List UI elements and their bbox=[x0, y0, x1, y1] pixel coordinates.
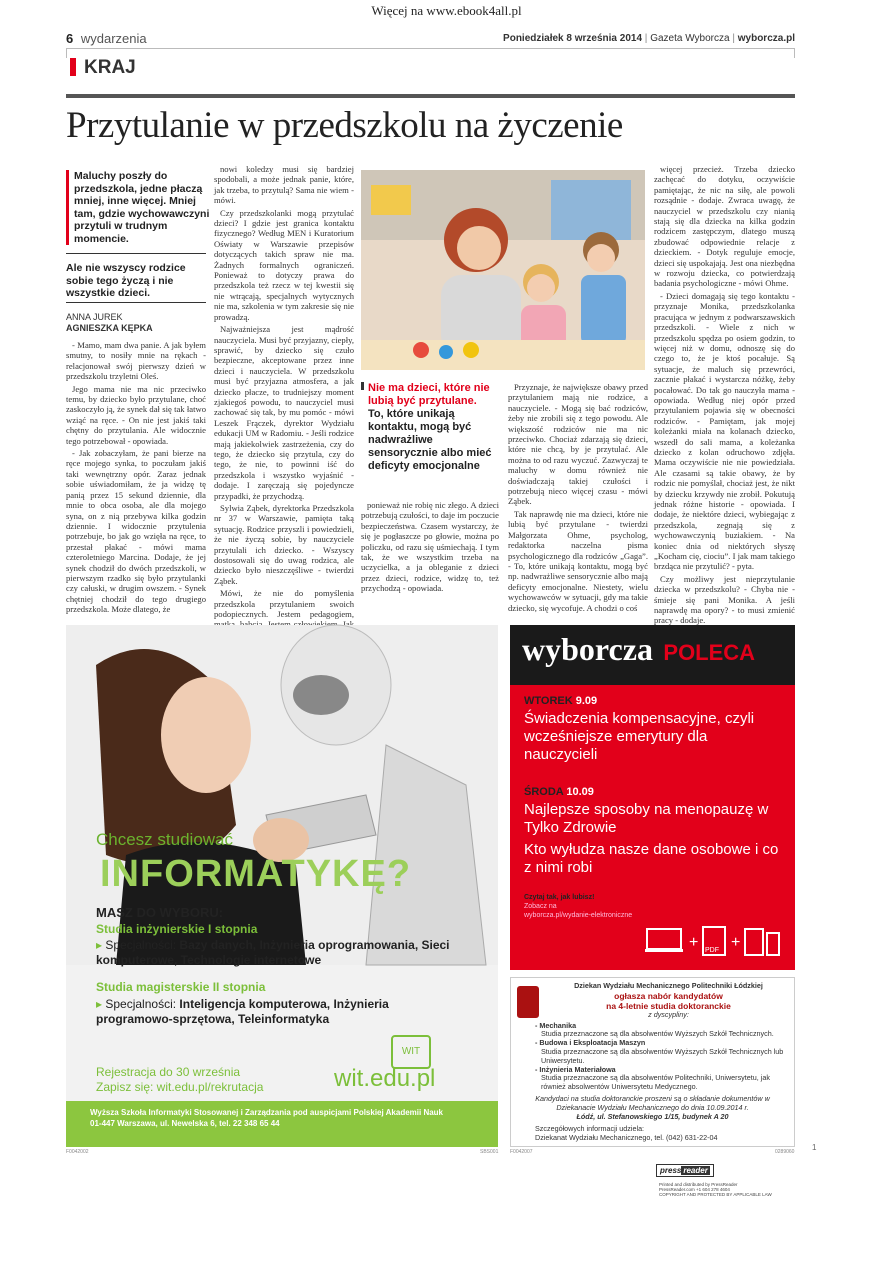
author: AGNIESZKA KĘPKA bbox=[66, 323, 153, 333]
byline bbox=[66, 312, 153, 334]
ad-day-1: WTOREK 9.09 bbox=[524, 695, 598, 707]
notice-line-2: ogłasza nabór kandydatów bbox=[614, 990, 723, 1001]
ad-read-note: Czytaj tak, jak lubisz! Zobacz na wyborcza.pl/wydanie-elektroniczne bbox=[524, 894, 633, 919]
banner[interactable]: Więcej na www.ebook4all.pl bbox=[371, 3, 522, 18]
ad-spec-2 bbox=[96, 997, 396, 1027]
paragraph: Sylwia Ząbek, dyrektorka Przedszkola nr 37 w Warszawie, pamięta taką sytuację. Rodzice przyszli i powiedzieli, że nie życzą sobie, by nauczyciele przytulali ich dziecko. - Wszyscy dostosowali się do uwag rodzica, ale dziecko było nieszczęśliwe - twierdzi Ząbek. bbox=[214, 503, 354, 586]
notice-line-3: na 4-letnie studia doktoranckie bbox=[606, 1000, 731, 1011]
section-rule bbox=[66, 94, 795, 98]
ad-url[interactable]: wit.edu.pl bbox=[334, 1065, 436, 1092]
brand-poleca: POLECA bbox=[663, 640, 756, 665]
quote-mark bbox=[361, 382, 364, 390]
page-header-left bbox=[66, 31, 147, 46]
page-number: 6 bbox=[66, 31, 74, 46]
pdf-label: PDF bbox=[705, 947, 719, 954]
paragraph: Najważniejsza jest mądrość nauczyciela. Musi być przyjazny, ciepły, sprawić, by dziecko się czuło bezpieczne, akceptowane przez inne dzieci i nauczyciela. W przedszkolu musi być przyjazna atmosfera, a jak dziecko płacze, to trudniejszy moment zjakiegoś powodu, to nauczyciel musi zachować się tak, by mu pomóc - mówi Leszek Frączek, dyrektor Wydziału edukacji UM w Radomiu. - Jeśli rodzice mają jakiekolwiek zastrzeżenia, czy do tego, że dziecko się przytula, czy do tego, że nie, to powinni iść do przedszkola i wszystko wyjaśnić - dodaje. I zaręczają się pojedyncze przypadki, że przychodzą. bbox=[214, 324, 354, 501]
notice-item: - Budowa i Eksploatacja Maszyn Studia przeznaczone są dla absolwentów Wyższych Szkół Technicznych lub Uniwersytetu. bbox=[535, 1038, 784, 1065]
wyborcza-poleca-ad[interactable] bbox=[510, 625, 795, 970]
lead-divider bbox=[66, 253, 206, 254]
issue-date: Poniedziałek 8 września 2014 bbox=[503, 33, 643, 44]
paragraph: więcej przecież. Trzeba dziecko zachęcać do dotyku, oczywiście pamiętając, że nic na siłę, ale powoli rozsądnie - dodaje. Zwraca uwagę, że nauczyciel w przedszkolu czy nianią stają się dla dziecka na kilka godzin rodzicem zastępczym, dlatego muszą zbudować odpowiednie relacje z dzieckiem. - Dotyk reguluje emocje, dzieci się uspokajają. Jest ona niezbędna w rozwoju dziecka, co potwierdzają badania psychologiczne - mówi Ohme. bbox=[654, 164, 795, 289]
bullet-icon: ▸ bbox=[96, 938, 106, 952]
ad-title-2: INFORMATYKĘ? bbox=[100, 853, 412, 895]
brand-name: wyborcza bbox=[522, 631, 653, 667]
article-column-3 bbox=[361, 500, 499, 615]
paper-name: Gazeta Wyborcza bbox=[650, 33, 730, 44]
lead-divider bbox=[66, 302, 206, 303]
ad-code: SBS001 bbox=[480, 1149, 499, 1155]
ad-footer-band bbox=[66, 1101, 498, 1147]
article-column-5 bbox=[654, 164, 795, 626]
header-divider bbox=[66, 48, 795, 49]
ad-spec-1 bbox=[96, 938, 466, 968]
notice-item: - Mechanika Studia przeznaczone są dla absolwentów Wyższych Szkół Technicznych. bbox=[535, 1020, 774, 1039]
ad-item-3: Kto wyłudza nasze dane osobowe i co z nimi robi bbox=[524, 841, 779, 876]
spec-label: Specjalności: bbox=[105, 997, 177, 1011]
section-marker bbox=[70, 58, 76, 76]
ad-item-1: Świadczenia kompensacyjne, czyli wcześniejsze emerytury dla nauczycieli bbox=[524, 710, 755, 763]
page-indicator: 1 bbox=[812, 1143, 817, 1152]
tick bbox=[794, 48, 795, 58]
notice-line-4: z dyscypliny: bbox=[648, 1009, 689, 1019]
ad-item-2: Najlepsze sposoby na menopauzę w Tylko Zdrowie bbox=[524, 801, 769, 836]
pressreader-logo: press reader bbox=[656, 1164, 714, 1177]
article-column-1 bbox=[66, 340, 206, 615]
svg-text:+: + bbox=[689, 934, 699, 951]
paragraph: Czy przedszkolanki mogą przytulać dzieci? I gdzie jest granica kontaktu fizycznego? Według MEN i Kuratorium Oświaty w Warszawie przepisów dotyczących takich spraw nie ma. Żadnych formalnych ograniczeń. Ponieważ to dotyczy prawa do przedszkola też rzecz w tej kwestii się nie wtrącają, specjalnych wytycznych nie ma, szkolenia w tym zakresie się nie prowadzą. bbox=[214, 207, 354, 322]
ad-footer-address: 01-447 Warszawa, ul. Newelska 6, tel. 22 348 65 44 bbox=[90, 1119, 280, 1128]
notice-item: - Inżynieria Materiałowa Studia przeznaczone są dla absolwentów Politechniki, Uniwersytetu, jak również absolwentów Uniwersytetu Medycznego. bbox=[535, 1064, 770, 1092]
ad-choose: MASZ DO WYBORU: bbox=[96, 905, 224, 920]
page-header-right: Poniedziałek 8 września 2014 | Gazeta Wyborcza | wyborcza.pl bbox=[503, 33, 795, 44]
ad-footer-name: Wyższa Szkoła Informatyki Stosowanej i Zarządzania pod auspicjami Polskiej Akademii Nauk bbox=[90, 1108, 443, 1117]
section-label: KRAJ bbox=[84, 57, 136, 78]
paragraph: - Jak zobaczyłam, że pani bierze na ręce mojego synka, to poczułam jakiś taki wewnętrzny opór. Zaraz jednak sobie uświadomiłam, że ja widzę tę panią przez 15 sekund dziennie, dla mnie to obca osoba, ale dla mojego syna, on z nią przebywa kilka godzin dziennie. I widocznie przytulenia potrzebuje, bo jak go wzięła na ręce, to przestał płakać - mówi mama czteroletniego Marcina. Dodaje, że jej synek chodził do dwóch przedszkoli, w pierwszym rzadko się było przytulanki czy całuski, w drugim owszem. - Synek chętniej chodził do tego drugiego przedszkola. Może dlatego, że bbox=[66, 448, 206, 615]
notice-deadline: Kandydaci na studia doktoranckie proszeni są o składanie dokumentów w Dziekanacie Wydziału Mechanicznego do dnia 10.09.2014 r. bbox=[535, 1093, 770, 1112]
ad-signup[interactable]: Zapisz się: wit.edu.pl/rekrutacja bbox=[96, 1080, 264, 1094]
paragraph: - Mamo, mam dwa panie. A jak byłem smutny, to nosiły mnie na rękach - relacjonował swój pierwszy dzień w przedszkolu trzyletni Oleś. bbox=[66, 340, 206, 382]
paragraph: - Dzieci domagają się tego kontaktu - przyznaje Monika, przedszkolanka pracująca w jednym z podwarszawskich przedszkoli. - Wiele z nich w przedszkolu spędza po osiem godzin, to więcej niż w domu, odnoszę się do czego to, że je ktoś pocałuje. Są sytuacje, że maluch się przewróci, zacznie płakać i wystarcza nóżkę, żeby pocałować. Do tak go nauczyła mama - opowiada. Według niej opór przed przytulaniem pojawia się w obecności rodziców. - Pamiętam, jak mojej koleżanki miała na kolanach dziecko, wszedł do sali mama, a koleżanka dziecko z kolan odruchowo zdjęła. Mama oczywiście nie nie powiedziała. Ale czasami są takie obawy, że by rodzic nie pomyślał, chociaż jest, że nikt by dziecku krzywdy nie zrobił. Pokutują jednak różne historie - opowiada. I dodaje, że niektóre dzieci, wybiegając z przedszkola, zegnają się z wychowawczynią buziakiem. - Na koniec dnia od niektórych słyszę „Kocham cię, ciociu”. I jak mam takiego brzdąca nie przytulić? - pyta. bbox=[654, 290, 795, 572]
ad-brand-bar bbox=[510, 625, 795, 685]
pull-quote bbox=[368, 382, 498, 473]
ad-day-2: ŚRODA 10.09 bbox=[524, 786, 594, 798]
ad-registration: Rejestracja do 30 września bbox=[96, 1065, 241, 1079]
spec-list: Inteligencja komputerowa, Inżynieria programowo-sprzętowa, Teleinformatyka bbox=[96, 997, 389, 1026]
headline: Przytulanie w przedszkolu na życzenie bbox=[66, 105, 623, 146]
ad-code: F0042002 bbox=[66, 1149, 89, 1155]
site-name: wyborcza.pl bbox=[737, 33, 795, 44]
notice-contact: Szczegółowych informacji udziela: Dziekanat Wydziału Mechanicznego, tel. (042) 631-22-04 bbox=[535, 1124, 718, 1143]
tick bbox=[66, 48, 67, 58]
paragraph: ponieważ nie robię nic złego. A dzieci potrzebują czułości, to daje im poczucie bezpieczeństwa. Czasem wystarczy, że się je pogłaszcze po głowie, można po policzku, od razu się uśmiechają. I tym tak, że we wszystkim trzeba na uczycielka, a ja obleganie z dzieci przez dzieci, rodzice, widzę to, też przychodzą - opowiada. bbox=[361, 500, 499, 594]
ad-title-1: Chcesz studiować bbox=[96, 830, 234, 849]
notice-line-1: Dziekan Wydziału Mechanicznego Politechniki Łódzkiej bbox=[574, 981, 763, 990]
ad-level-2: Studia magisterskie II stopnia bbox=[96, 980, 266, 994]
pull-quote-red: Nie ma dzieci, które nie lubią być przytulane. bbox=[368, 382, 490, 407]
article-lead-2: Ale nie wszyscy rodzice sobie tego życzą i nie wszystkie dzieci. bbox=[66, 262, 186, 299]
paragraph: Mówi, że nie do pomyślenia przedszkola przytulaniem swoich podopiecznych. Jestem pedagogiem, bbox=[214, 588, 354, 620]
svg-text:+: + bbox=[731, 934, 741, 951]
wit-logo: WIT bbox=[391, 1035, 431, 1069]
paragraph: Czy możliwy jest nieprzytulanie dziecka w przedszkolu? - Chyba nie - śmieje się pani Monika. A jeśli naprawdę ma opory? - to musi zmienić pracy - dodaje. bbox=[654, 573, 795, 626]
university-notice bbox=[510, 977, 795, 1147]
paragraph: Przyznaje, że największe obawy przed przytulaniem mają nie rodzice, a nauczyciele. - Mogą się bać rodziców, żeby nie zrobili się z tego powodu. Ale większość rodziców nie ma nic przeciwko. Chociaż zdarzają się dzieci, które nie chcą, by je przytulać. Ale można to od razu wyczuć. Zazwyczaj te maluchy w domu również nie doświadczają takiej czułości i potrzebują nieco więcej czasu - mówi Ząbek. bbox=[508, 382, 648, 507]
university-ad[interactable] bbox=[66, 625, 498, 1147]
article-lead: Maluchy poszły do przedszkola, jedne płaczą mniej, inne więcej. Mniej tam, gdzie wychowawczyni przytuli w trudnym momencie. bbox=[74, 170, 210, 245]
spec-label: Specjalności: bbox=[105, 938, 177, 952]
notice-address: Łódź, ul. Stefanowskiego 1/15, budynek A 20 bbox=[576, 1111, 729, 1121]
spec-list: Bazy danych, Inżynieria oprogramowania, Sieci komputerowe, Technologie internetowe bbox=[96, 938, 450, 967]
paragraph: Jego mama nie ma nic przeciwko temu, by dziecko było przytulane, choć zaskoczyło ją, że synek dał się tak łatwo wziąć na ręce. - On nie jest jakiś taki chętny do przytulania. Ale widocznie tego potrzebował - opowiada. bbox=[66, 383, 206, 446]
ad-code: F0042007 bbox=[510, 1149, 533, 1155]
ad-level-1: Studia inżynierskie I stopnia bbox=[96, 922, 258, 936]
article-photo bbox=[361, 170, 645, 370]
pull-quote-black: To, które unikają kontaktu, mogą być nadwrażliwe sensorycznie albo mieć deficyty emocjonalne bbox=[368, 408, 492, 472]
ad-code: 0289060 bbox=[775, 1149, 795, 1155]
university-crest-icon bbox=[517, 986, 539, 1018]
article-column-2 bbox=[214, 164, 354, 620]
article-column-4 bbox=[508, 382, 648, 615]
author: ANNA JUREK bbox=[66, 312, 123, 322]
pressreader-text: Printed and distributed by PressReader PressReader.com +1 604 278 4604 COPYRIGHT AND PROTECTED BY APPLICABLE LAW bbox=[659, 1182, 772, 1198]
bullet-icon: ▸ bbox=[96, 997, 106, 1011]
paragraph: nowi koledzy musi się bardziej spodobali, a może jednak panie, które, jak trzeba, to przytulą? Sama nie wiem - mówi. bbox=[214, 164, 354, 206]
paragraph: Tak naprawdę nie ma dzieci, które nie lubią być przytulane - twierdzi Małgorzata Ohme, psycholog, redaktorka naczelna pisma psychologicznego dla rodziców „Gaga”. - To, które unikają kontaktu, mogą być np. nadwrażliwe sensorycznie albo mają deficyty emocjonalne. Niestety, wielu wychowawców w sytuacji, gdy ma takie dziecko, się wycofuje. A chodzi o coś bbox=[508, 508, 648, 613]
section-name: wydarzenia bbox=[80, 31, 147, 46]
pressreader-badge[interactable] bbox=[656, 1164, 796, 1198]
